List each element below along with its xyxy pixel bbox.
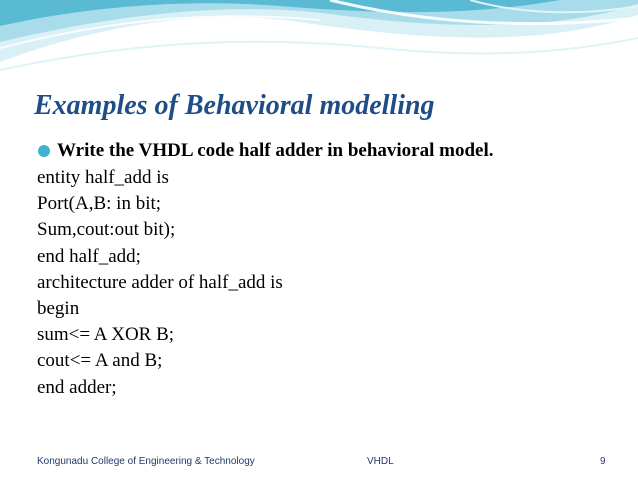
code-line: Sum,cout:out bit); xyxy=(37,219,176,241)
footer-topic: VHDL xyxy=(367,456,394,467)
code-line: end half_add; xyxy=(37,245,141,267)
footer-page-number: 9 xyxy=(600,456,606,467)
code-line: end adder; xyxy=(37,376,117,398)
code-line: cout<= A and B; xyxy=(37,350,163,372)
code-line: entity half_add is xyxy=(37,167,169,188)
vhdl-code-block xyxy=(37,165,283,401)
footer-organization: Kongunadu College of Engineering & Technology xyxy=(37,456,255,467)
bullet-item xyxy=(38,139,493,163)
bullet-dot-icon xyxy=(38,145,50,157)
code-line: Port(A,B: in bit; xyxy=(37,193,162,215)
bullet-text: Write the VHDL code half adder in behavioral model. xyxy=(57,140,494,161)
code-line: sum<= A XOR B; xyxy=(37,324,175,346)
code-line: begin xyxy=(37,298,80,320)
code-line: architecture adder of half_add is xyxy=(37,271,283,293)
slide-title: Examples of Behavioral modelling xyxy=(34,90,435,121)
